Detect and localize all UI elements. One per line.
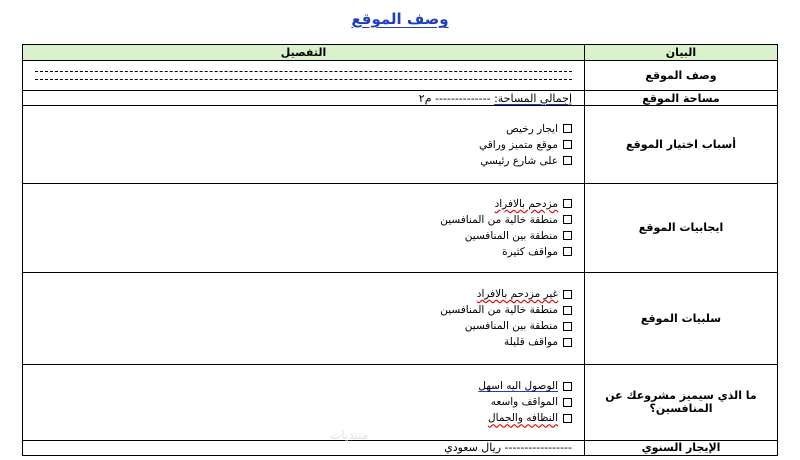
checkbox-icon[interactable] <box>563 199 572 208</box>
header-row <box>23 45 778 61</box>
checkbox-option[interactable]: ايجار رخيص <box>23 121 572 136</box>
checkbox-icon[interactable] <box>563 124 572 133</box>
checkbox-icon[interactable] <box>563 290 572 299</box>
checkbox-option[interactable]: على شارع رئيسي <box>23 153 572 168</box>
checkbox-icon[interactable] <box>563 414 572 423</box>
row-rent <box>23 440 778 455</box>
row-label-description: وصف الموقع <box>585 61 778 91</box>
checkbox-icon[interactable] <box>563 140 572 149</box>
checkbox-option[interactable]: موقع متميز وراقي <box>23 137 572 152</box>
row-label-pros: ايجابيات الموقع <box>585 184 778 272</box>
row-pros <box>23 184 778 272</box>
checkbox-option[interactable]: غير مزدحم بالافراد <box>23 287 572 302</box>
area-prefix: إجمالي المساحة: <box>494 91 572 105</box>
rent-value: ----------------- ريال سعودي <box>23 440 585 455</box>
checkbox-option[interactable]: منطقة خالية من المنافسين <box>23 303 572 318</box>
checkbox-option[interactable]: مواقف كثيرة <box>23 244 572 259</box>
site-description-table <box>22 44 778 456</box>
blank-line <box>35 79 572 80</box>
distinct-options <box>23 364 585 440</box>
checkbox-icon[interactable] <box>563 215 572 224</box>
row-description <box>23 61 778 91</box>
checkbox-option[interactable]: مزدحم بالافراد <box>23 196 572 211</box>
blank-line <box>35 71 572 72</box>
description-blank-lines <box>23 61 585 91</box>
checkbox-option[interactable]: الوصول اليه اسهل <box>23 379 572 394</box>
checkbox-option[interactable]: منطقة خالية من المنافسين <box>23 212 572 227</box>
row-area <box>23 91 778 106</box>
checkbox-icon[interactable] <box>563 231 572 240</box>
row-reasons <box>23 106 778 184</box>
checkbox-icon[interactable] <box>563 247 572 256</box>
row-label-distinct: ما الذي سيميز مشروعك عن المنافسين؟ <box>585 364 778 440</box>
checkbox-option[interactable]: منطقة بين المنافسين <box>23 319 572 334</box>
pros-options <box>23 184 585 272</box>
checkbox-icon[interactable] <box>563 338 572 347</box>
checkbox-icon[interactable] <box>563 382 572 391</box>
row-distinct <box>23 364 778 440</box>
row-label-reasons: أسباب اختيار الموقع <box>585 106 778 184</box>
detail-column-header: التفصيل <box>23 45 585 61</box>
page-title: وصف الموقع <box>351 10 449 28</box>
watermark: منتديات <box>330 428 369 442</box>
row-label-cons: سلبيات الموقع <box>585 272 778 364</box>
reasons-options <box>23 106 585 184</box>
label-column-header: البيان <box>585 45 778 61</box>
checkbox-icon[interactable] <box>563 306 572 315</box>
checkbox-option[interactable]: مواقف قليلة <box>23 335 572 350</box>
cons-options <box>23 272 585 364</box>
area-suffix: -------------- م٢ <box>418 91 491 105</box>
row-cons <box>23 272 778 364</box>
checkbox-option[interactable]: المواقف واسعه <box>23 395 572 410</box>
checkbox-option[interactable]: منطقة بين المنافسين <box>23 228 572 243</box>
checkbox-icon[interactable] <box>563 322 572 331</box>
checkbox-option[interactable]: النظافه والجمال <box>23 411 572 426</box>
checkbox-icon[interactable] <box>563 156 572 165</box>
row-label-rent: الإيجار السنوي <box>585 440 778 455</box>
checkbox-icon[interactable] <box>563 398 572 407</box>
row-label-area: مساحة الموقع <box>585 91 778 106</box>
area-value <box>23 91 585 106</box>
